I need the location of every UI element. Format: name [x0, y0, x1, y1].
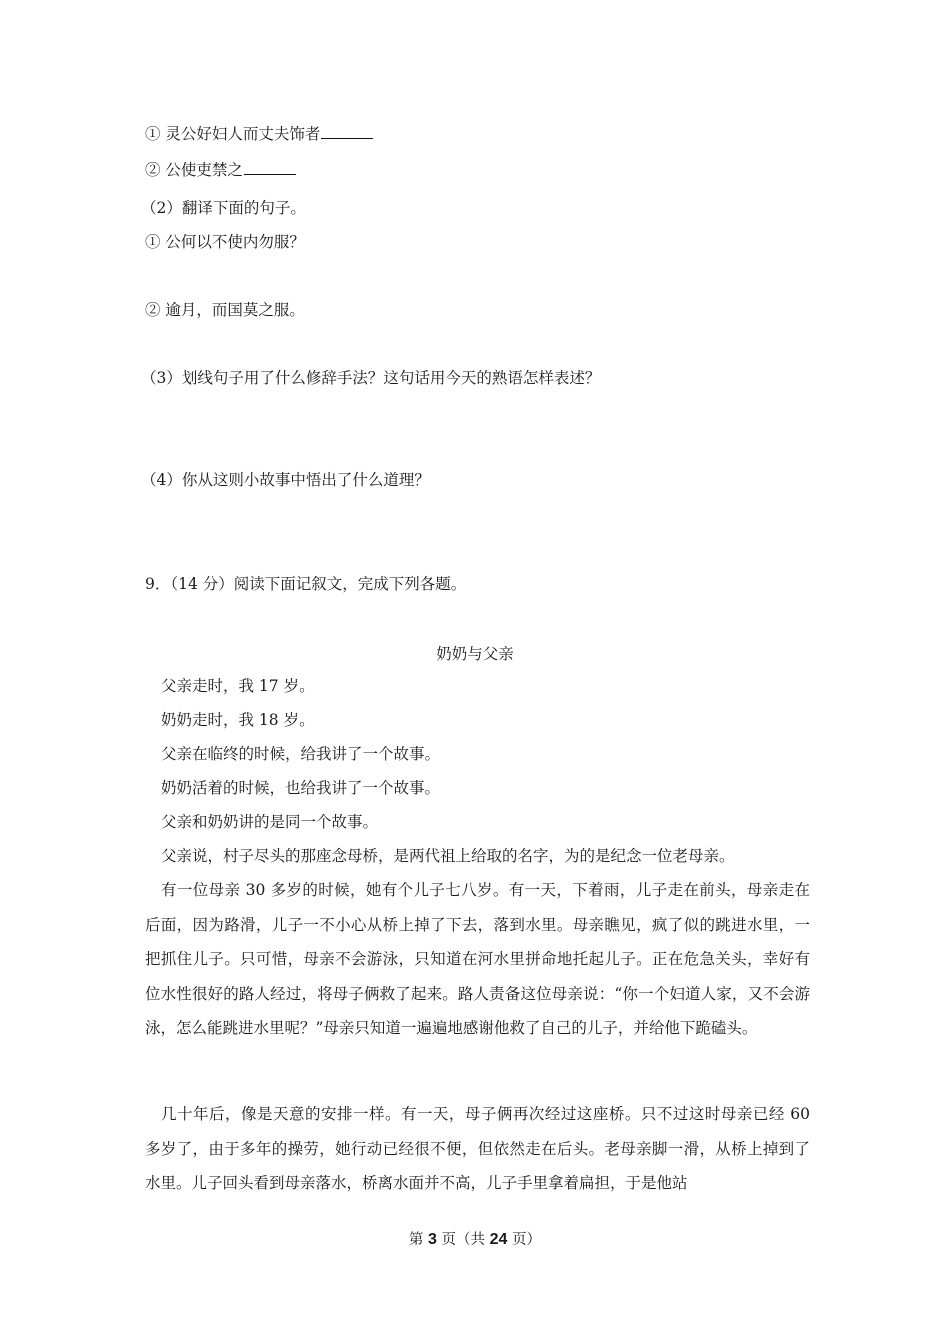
article-line: 奶奶活着的时候，也给我讲了一个故事。	[161, 779, 441, 797]
page-footer	[0, 1230, 950, 1250]
footer-prefix: 第	[408, 1232, 429, 1248]
article-line: 父亲走时，我 17 岁。	[161, 677, 315, 695]
question-text: ② 公使吏禁之	[145, 161, 243, 179]
article-line: 奶奶走时，我 18 岁。	[161, 711, 315, 729]
footer-suffix: 页）	[507, 1232, 542, 1248]
question-text: ① 灵公好妇人而丈夫饰者	[145, 125, 321, 143]
answer-blank[interactable]	[244, 160, 296, 175]
question-4: （4）你从这则小故事中悟出了什么道理？	[141, 471, 430, 489]
question-item-1	[145, 124, 373, 144]
page-total: 24	[489, 1231, 508, 1248]
question-2-item-1: ① 公何以不使内勿服？	[145, 233, 305, 251]
question-9: 9．（14 分）阅读下面记叙文，完成下列各题。	[145, 575, 467, 593]
question-2-item-2: ② 逾月，而国莫之服。	[145, 301, 305, 319]
page-number: 3	[428, 1231, 437, 1248]
article-title: 奶奶与父亲	[436, 645, 514, 663]
article-line: 父亲和奶奶讲的是同一个故事。	[161, 813, 379, 831]
article-paragraph: 几十年后，像是天意的安排一样。有一天，母子俩再次经过这座桥。只不过这时母亲已经 60 多岁了，由于多年的操劳，她行动已经很不便，但依然走在后头。老母亲脚一滑，从桥上掉到了水里。儿子回头看到母亲落水，桥离水面并不高，儿子手里拿着扁担，于是他站	[145, 1105, 810, 1192]
answer-blank[interactable]	[321, 124, 373, 139]
article-line: 父亲在临终的时候，给我讲了一个故事。	[161, 745, 441, 763]
article-line: 父亲说，村子尽头的那座念母桥，是两代祖上给取的名字，为的是纪念一位老母亲。	[161, 847, 735, 865]
footer-middle: 页（共	[436, 1232, 490, 1248]
question-item-2	[145, 160, 296, 180]
question-3: （3）划线句子用了什么修辞手法？这句话用今天的熟语怎样表述？	[141, 369, 601, 387]
article-paragraph: 有一位母亲 30 多岁的时候，她有个儿子七八岁。有一天，下着雨，儿子走在前头，母亲走在后面，因为路滑，儿子一不小心从桥上掉了下去，落到水里。母亲瞧见，疯了似的跳进水里，一把抓住儿子。只可惜，母亲不会游泳，只知道在河水里拼命地托起儿子。正在危急关头，幸好有位水性很好的路人经过，将母子俩救了起来。路人责备这位母亲说：“你一个妇道人家，又不会游泳，怎么能跳进水里呢？”母亲只知道一遍遍地感谢他救了自己的儿子，并给他下跪磕头。	[145, 881, 810, 1037]
question-2-heading: （2）翻译下面的句子。	[141, 199, 306, 217]
